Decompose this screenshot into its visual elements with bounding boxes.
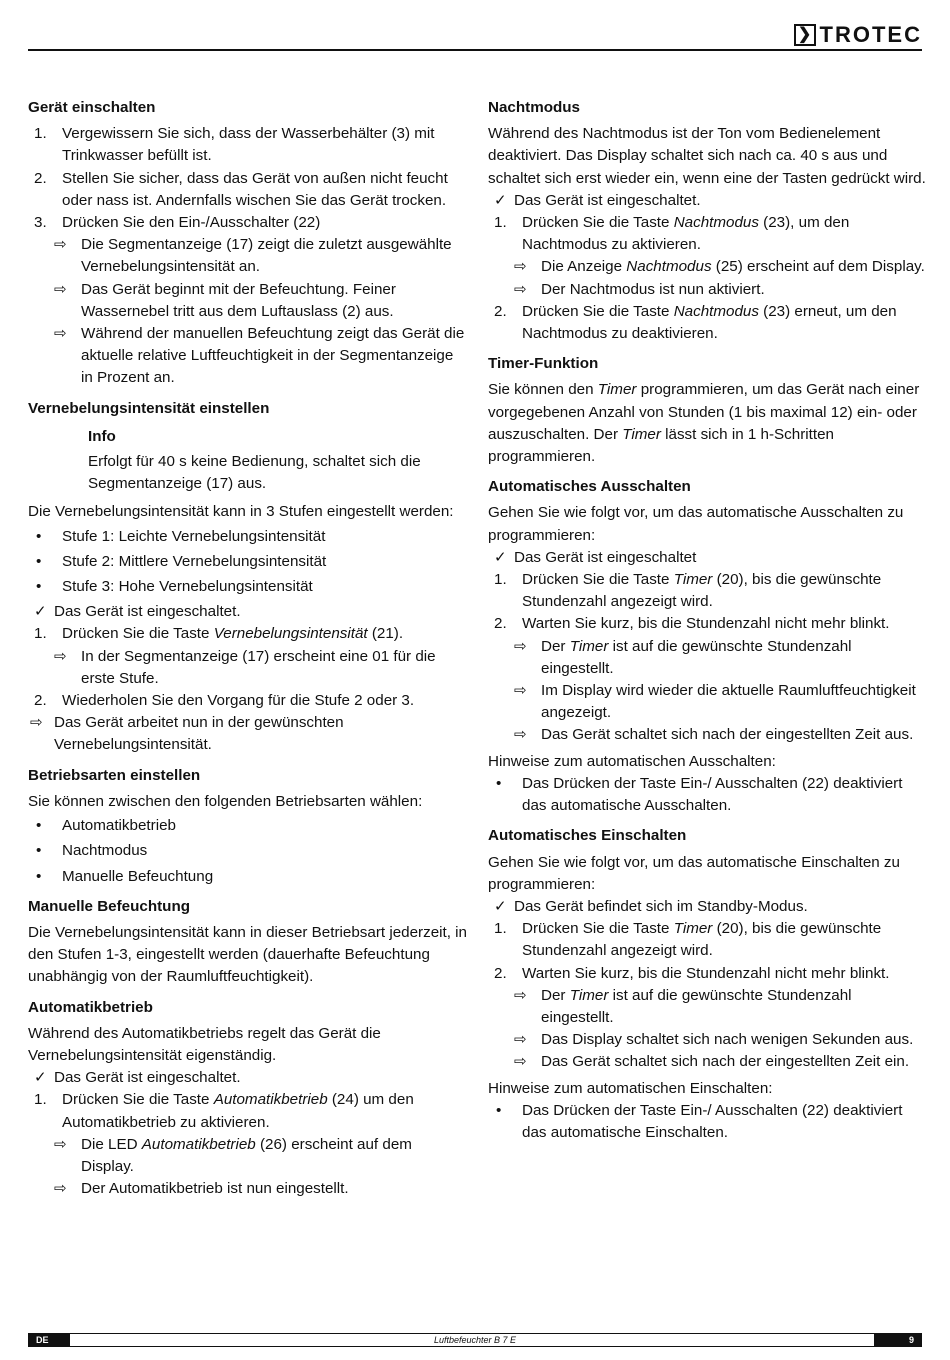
bullet-icon: • bbox=[36, 552, 42, 570]
header-rule bbox=[28, 49, 922, 51]
check-icon: ✓ bbox=[34, 603, 47, 621]
paragraph: Die Vernebelungsintensität kann in 3 Stufen eingestellt werden: bbox=[28, 503, 454, 521]
heading-geraet-einschalten: Gerät einschalten bbox=[28, 99, 156, 116]
check-item: ✓ Das Gerät befindet sich im Standby-Modus. bbox=[488, 896, 928, 918]
heading-automatisches-ausschalten: Automatisches Ausschalten bbox=[488, 478, 691, 496]
step-item: 1. Drücken Sie die Taste Timer (20), bis die gewünschte Stundenzahl angezeigt wird. bbox=[494, 571, 882, 611]
result-item: ⇨ Das Gerät schaltet sich nach der eingestellten Zeit aus. bbox=[488, 724, 928, 746]
step-item: 2. Wiederholen Sie den Vorgang für die Stufe 2 oder 3. bbox=[34, 692, 415, 710]
info-box bbox=[88, 426, 468, 496]
arrow-icon: ⇨ bbox=[514, 726, 527, 744]
check-icon: ✓ bbox=[494, 548, 507, 566]
paragraph: Sie können den Timer programmieren, um das Gerät nach einer vorgegebenen Anzahl von Stunden (1 bis maximal 12) ein- oder auszuschalten. Der Timer lässt sich in 1 h-Schritten programmieren. bbox=[488, 381, 920, 466]
heading-manuelle-befeuchtung: Manuelle Befeuchtung bbox=[28, 897, 191, 915]
page-footer bbox=[28, 1333, 922, 1347]
result-item: ⇨ Der Timer ist auf die gewünschte Stundenzahl eingestellt. bbox=[488, 985, 928, 1029]
bullet-item: • Das Drücken der Taste Ein-/ Ausschalten (22) deaktiviert das automatische Ausschalten. bbox=[488, 773, 928, 817]
result-item: ⇨ In der Segmentanzeige (17) erscheint eine 01 für die erste Stufe. bbox=[28, 646, 468, 690]
check-item: ✓ Das Gerät ist eingeschaltet. bbox=[488, 190, 928, 212]
check-icon: ✓ bbox=[494, 191, 507, 209]
step-item: 1. Vergewissern Sie sich, dass der Wasserbehälter (3) mit Trinkwasser befüllt ist. bbox=[34, 125, 435, 165]
heading-automatikbetrieb: Automatikbetrieb bbox=[28, 998, 153, 1016]
step-item: 2. Warten Sie kurz, bis die Stundenzahl nicht mehr blinkt. bbox=[494, 964, 890, 982]
arrow-icon: ⇨ bbox=[514, 258, 527, 276]
bullet-item: • Manuelle Befeuchtung bbox=[28, 866, 468, 888]
paragraph: Gehen Sie wie folgt vor, um das automatische Ausschalten zu programmieren: bbox=[488, 504, 904, 544]
bullet-icon: • bbox=[36, 578, 42, 596]
result-item: ⇨ Der Nachtmodus ist nun aktiviert. bbox=[488, 279, 928, 301]
result-item: ⇨ Das Display schaltet sich nach wenigen Sekunden aus. bbox=[488, 1029, 928, 1051]
bullet-icon: • bbox=[36, 867, 42, 885]
step-item: 1. Drücken Sie die Taste Automatikbetrieb (24) um den Automatikbetrieb zu aktivieren. bbox=[34, 1091, 414, 1131]
result-item: ⇨ Die LED Automatikbetrieb (26) erscheint auf dem Display. bbox=[28, 1134, 468, 1178]
arrow-icon: ⇨ bbox=[54, 647, 67, 665]
paragraph: Während des Nachtmodus ist der Ton vom Bedienelement deaktiviert. Das Display schaltet sich nach ca. 40 s aus und schaltet sich erst wieder ein, wenn eine der Tasten gedrückt wird. bbox=[488, 125, 926, 187]
check-icon: ✓ bbox=[34, 1069, 47, 1087]
arrow-icon: ⇨ bbox=[514, 986, 527, 1004]
check-item: ✓ Das Gerät ist eingeschaltet bbox=[488, 547, 928, 569]
logo-arrow-icon: ❯ bbox=[794, 24, 816, 46]
result-item: ⇨ Während der manuellen Befeuchtung zeigt das Gerät die aktuelle relative Luftfeuchtigkeit in der Segmentanzeige in Prozent an. bbox=[28, 323, 468, 390]
bullet-icon: • bbox=[36, 527, 42, 545]
arrow-icon: ⇨ bbox=[514, 1053, 527, 1071]
result-item: ⇨ Die Anzeige Nachtmodus (25) erscheint auf dem Display. bbox=[488, 256, 928, 278]
bullet-item: • Stufe 1: Leichte Vernebelungsintensität bbox=[28, 526, 468, 548]
paragraph: Sie können zwischen den folgenden Betriebsarten wählen: bbox=[28, 792, 423, 810]
step-item: 2. Drücken Sie die Taste Nachtmodus (23) erneut, um den Nachtmodus zu deaktivieren. bbox=[494, 302, 897, 343]
arrow-icon: ⇨ bbox=[54, 1135, 67, 1153]
step-item: 1. Drücken Sie die Taste Vernebelungsintensität (21). bbox=[34, 625, 404, 643]
result-item: ⇨ Der Automatikbetrieb ist nun eingestellt. bbox=[28, 1178, 468, 1200]
bullet-item: • Stufe 2: Mittlere Vernebelungsintensität bbox=[28, 551, 468, 573]
result-item: ⇨ Der Timer ist auf die gewünschte Stundenzahl eingestellt. bbox=[488, 636, 928, 680]
footer-language: DE bbox=[28, 1334, 70, 1346]
info-title: Info bbox=[88, 427, 116, 445]
check-item: ✓ Das Gerät ist eingeschaltet. bbox=[28, 1067, 468, 1089]
footer-page-number: 9 bbox=[874, 1334, 922, 1346]
heading-vernebelungsintensitaet: Vernebelungsintensität einstellen bbox=[28, 399, 270, 417]
arrow-icon: ⇨ bbox=[54, 1180, 67, 1198]
arrow-icon: ⇨ bbox=[514, 280, 527, 298]
heading-betriebsarten: Betriebsarten einstellen bbox=[28, 766, 201, 784]
bullet-item: • Das Drücken der Taste Ein-/ Ausschalten (22) deaktiviert das automatische Einschalten. bbox=[488, 1100, 928, 1144]
note-title: Hinweise zum automatischen Einschalten: bbox=[488, 1079, 773, 1097]
paragraph: Die Vernebelungsintensität kann in dieser Betriebsart jederzeit, in den Stufen 1-3, eingestellt werden (dauerhafte Befeuchtung unabhängig von der Raumluftfeuchtigkeit). bbox=[28, 923, 468, 986]
heading-automatisches-einschalten: Automatisches Einschalten bbox=[488, 827, 687, 845]
trotec-logo bbox=[794, 22, 922, 48]
step-item: 1. Drücken Sie die Taste Timer (20), bis die gewünschte Stundenzahl angezeigt wird. bbox=[494, 920, 882, 960]
paragraph: Während des Automatikbetriebs regelt das Gerät die Vernebelungsintensität eigenständig. bbox=[28, 1024, 381, 1064]
left-column bbox=[28, 97, 468, 1200]
bullet-item: • Stufe 3: Hohe Vernebelungsintensität bbox=[28, 576, 468, 598]
arrow-icon: ⇨ bbox=[514, 1031, 527, 1049]
note-title: Hinweise zum automatischen Ausschalten: bbox=[488, 752, 776, 770]
bullet-icon: • bbox=[496, 774, 502, 792]
check-item: ✓ Das Gerät ist eingeschaltet. bbox=[28, 601, 468, 623]
result-item: ⇨ Das Gerät beginnt mit der Befeuchtung. Feiner Wassernebel tritt aus dem Luftauslass (2) aus. bbox=[28, 279, 468, 323]
result-item: ⇨ Das Gerät schaltet sich nach der eingestellten Zeit ein. bbox=[488, 1051, 928, 1073]
heading-nachtmodus: Nachtmodus bbox=[488, 99, 580, 116]
result-item: ⇨ Im Display wird wieder die aktuelle Raumluftfeuchtigkeit angezeigt. bbox=[488, 680, 928, 724]
paragraph: Gehen Sie wie folgt vor, um das automatische Einschalten zu programmieren: bbox=[488, 853, 900, 893]
bullet-icon: • bbox=[36, 817, 42, 835]
arrow-icon: ⇨ bbox=[54, 236, 67, 254]
bullet-item: • Nachtmodus bbox=[28, 840, 468, 862]
footer-document-title: Luftbefeuchter B 7 E bbox=[433, 1335, 517, 1345]
bullet-icon: • bbox=[496, 1101, 502, 1119]
bullet-item: • Automatikbetrieb bbox=[28, 815, 468, 837]
arrow-icon: ⇨ bbox=[54, 280, 67, 298]
result-item: ⇨ Das Gerät arbeitet nun in der gewünschten Vernebelungsintensität. bbox=[28, 712, 468, 756]
arrow-icon: ⇨ bbox=[514, 682, 527, 700]
step-item: 3. Drücken Sie den Ein-/Ausschalter (22) bbox=[34, 214, 321, 232]
right-column bbox=[488, 97, 928, 1144]
bullet-icon: • bbox=[36, 842, 42, 860]
step-item: 1. Drücken Sie die Taste Nachtmodus (23), um den Nachtmodus zu aktivieren. bbox=[494, 214, 850, 254]
step-item: 2. Warten Sie kurz, bis die Stundenzahl nicht mehr blinkt. bbox=[494, 615, 890, 633]
heading-timer-funktion: Timer-Funktion bbox=[488, 355, 599, 373]
arrow-icon: ⇨ bbox=[30, 714, 43, 732]
arrow-icon: ⇨ bbox=[54, 325, 67, 343]
info-text: Erfolgt für 40 s keine Bedienung, schaltet sich die Segmentanzeige (17) aus. bbox=[88, 453, 421, 493]
result-item: ⇨ Die Segmentanzeige (17) zeigt die zuletzt ausgewählte Vernebelungsintensität an. bbox=[28, 234, 468, 278]
step-item: 2. Stellen Sie sicher, dass das Gerät von außen nicht feucht oder nass ist. Andernfalls wischen Sie das Gerät trocken. bbox=[34, 169, 448, 209]
check-icon: ✓ bbox=[494, 897, 507, 915]
arrow-icon: ⇨ bbox=[514, 637, 527, 655]
logo-text: TROTEC bbox=[819, 22, 922, 47]
